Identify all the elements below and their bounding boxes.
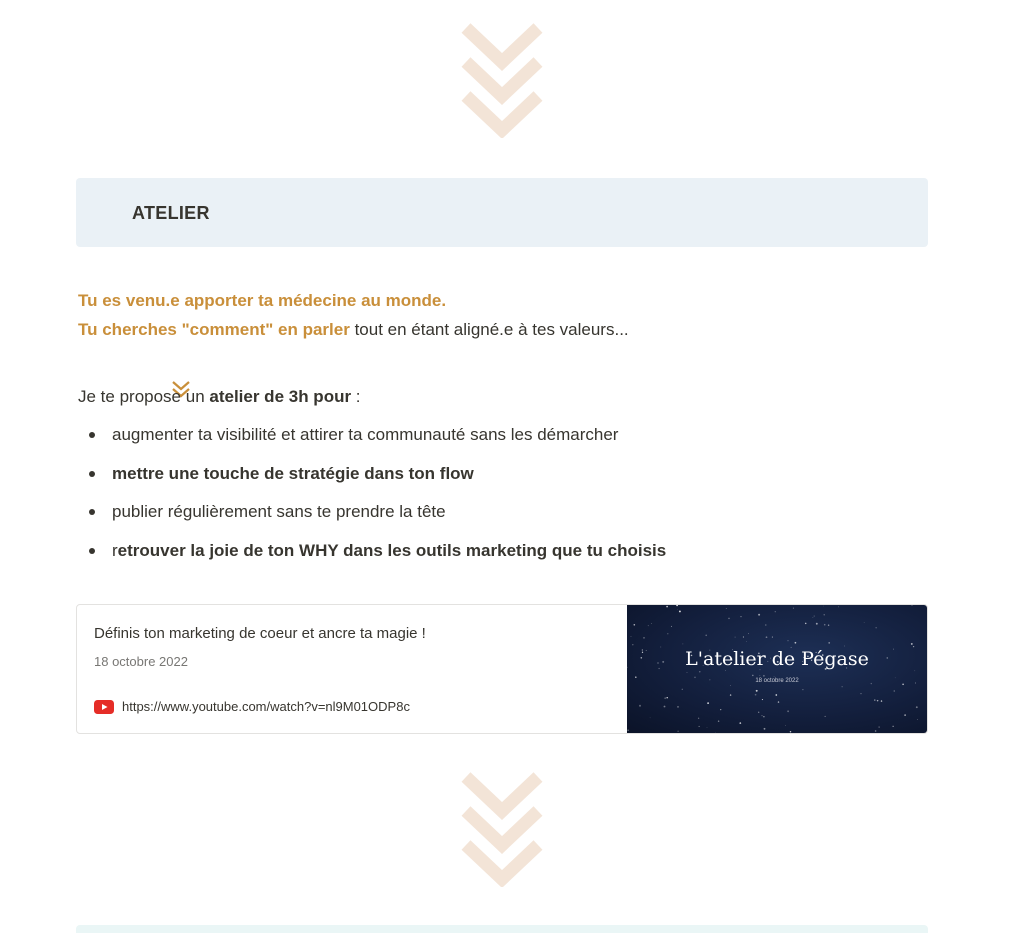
star	[761, 715, 762, 716]
star	[698, 718, 699, 719]
bookmark-description: 18 octobre 2022	[94, 654, 188, 669]
star	[823, 606, 824, 607]
star	[648, 625, 649, 626]
star	[699, 671, 700, 672]
star	[740, 616, 741, 617]
star	[917, 719, 918, 720]
star	[651, 623, 652, 624]
star	[814, 616, 815, 617]
thumbnail-title: L'atelier de Pégase	[685, 648, 869, 670]
star	[876, 627, 877, 628]
proposal-suffix: :	[351, 387, 361, 406]
star	[904, 714, 906, 716]
star	[735, 637, 736, 638]
star	[686, 672, 687, 673]
list-item-text: mettre une touche de stratégie dans ton flow	[112, 463, 474, 483]
proposal-prefix: Je te propose un	[78, 387, 210, 406]
star	[764, 728, 766, 730]
star	[683, 644, 684, 645]
star	[634, 624, 636, 626]
star	[627, 729, 628, 730]
thumbnail-subtitle: 18 octobre 2022	[755, 678, 799, 684]
intro-line-2	[78, 318, 629, 342]
star	[730, 694, 731, 695]
star	[718, 720, 719, 721]
star	[760, 675, 761, 676]
triple-chevron-down-icon	[460, 771, 544, 887]
bookmark-card[interactable]	[76, 604, 928, 734]
list-item-text: publier régulièrement sans te prendre la tête	[112, 502, 446, 521]
star	[705, 634, 707, 636]
callout-atelier	[76, 178, 928, 247]
star	[667, 633, 668, 634]
list-item-text: augmenter ta visibilité et attirer ta communauté sans les démarcher	[112, 425, 619, 444]
star	[666, 697, 667, 698]
star	[838, 607, 839, 608]
star	[739, 722, 741, 724]
star	[752, 675, 754, 677]
star	[877, 700, 879, 702]
bookmark-url: https://www.youtube.com/watch?v=nl9M01ODP8c	[122, 699, 410, 714]
star	[828, 642, 830, 644]
star	[785, 725, 786, 726]
star	[813, 617, 814, 618]
star	[879, 727, 880, 728]
star	[875, 730, 877, 732]
proposal-line	[78, 385, 361, 409]
star	[758, 712, 759, 713]
youtube-icon	[94, 700, 114, 714]
star	[707, 702, 709, 704]
star	[793, 608, 794, 609]
star	[676, 605, 678, 606]
star	[677, 706, 678, 707]
star	[772, 637, 773, 638]
star	[758, 614, 760, 616]
bookmark-thumbnail	[627, 605, 927, 733]
star	[775, 694, 777, 696]
star	[746, 641, 747, 642]
star	[805, 623, 807, 625]
bookmark-title: Définis ton marketing de coeur et ancre ta magie !	[94, 625, 426, 642]
star	[631, 636, 632, 637]
triple-chevron-down-icon	[460, 22, 544, 138]
star	[824, 614, 825, 615]
star	[790, 731, 791, 732]
callout-title: ATELIER	[132, 203, 210, 223]
bookmark-url-row	[94, 698, 410, 716]
list-item	[78, 500, 666, 539]
star	[677, 731, 678, 732]
star	[893, 726, 894, 727]
star	[911, 605, 912, 606]
intro-line-2-accent: Tu cherches "comment" en parler	[78, 320, 350, 339]
star	[639, 705, 641, 707]
star	[766, 636, 768, 638]
star	[824, 624, 826, 626]
list-item-text-prefix: r	[112, 540, 118, 560]
star	[916, 706, 918, 708]
intro-line-2-rest: tout en étant aligné.e à tes valeurs...	[349, 320, 629, 339]
list-item	[78, 462, 666, 501]
star	[720, 709, 721, 710]
star	[664, 706, 666, 708]
star	[677, 609, 678, 610]
star	[825, 716, 826, 717]
star	[664, 697, 666, 699]
star	[679, 610, 681, 612]
star	[643, 637, 644, 638]
star	[874, 699, 875, 700]
star	[756, 690, 758, 692]
star	[802, 689, 803, 690]
star	[864, 622, 865, 623]
star	[816, 623, 818, 625]
star	[762, 699, 763, 700]
star	[775, 611, 776, 612]
star	[728, 618, 730, 620]
bullet-list	[78, 423, 666, 577]
star	[787, 640, 788, 641]
star	[715, 732, 716, 733]
intro-line-1: Tu es venu.e apporter ta médecine au monde.	[78, 291, 447, 310]
star	[763, 716, 764, 717]
star	[795, 642, 797, 644]
star	[666, 606, 668, 608]
star	[671, 626, 672, 627]
star	[911, 643, 913, 645]
star	[632, 644, 633, 645]
star	[748, 633, 749, 634]
star	[682, 689, 683, 690]
star	[755, 694, 757, 696]
star	[730, 685, 731, 686]
star	[743, 636, 744, 637]
star	[894, 690, 895, 691]
star	[881, 700, 882, 701]
star	[828, 625, 829, 626]
star	[707, 727, 708, 728]
proposal-bold: atelier de 3h pour	[209, 387, 352, 406]
list-item	[78, 539, 666, 578]
list-item	[78, 423, 666, 462]
star	[726, 608, 727, 609]
star	[861, 693, 862, 694]
star	[699, 726, 700, 727]
star	[787, 710, 789, 712]
star	[778, 701, 779, 702]
star	[765, 624, 766, 625]
list-item-text-bold: etrouver la joie de ton WHY dans les outils marketing que tu choisis	[117, 540, 667, 560]
callout-next	[76, 925, 928, 933]
star	[842, 686, 843, 687]
star	[650, 717, 651, 718]
